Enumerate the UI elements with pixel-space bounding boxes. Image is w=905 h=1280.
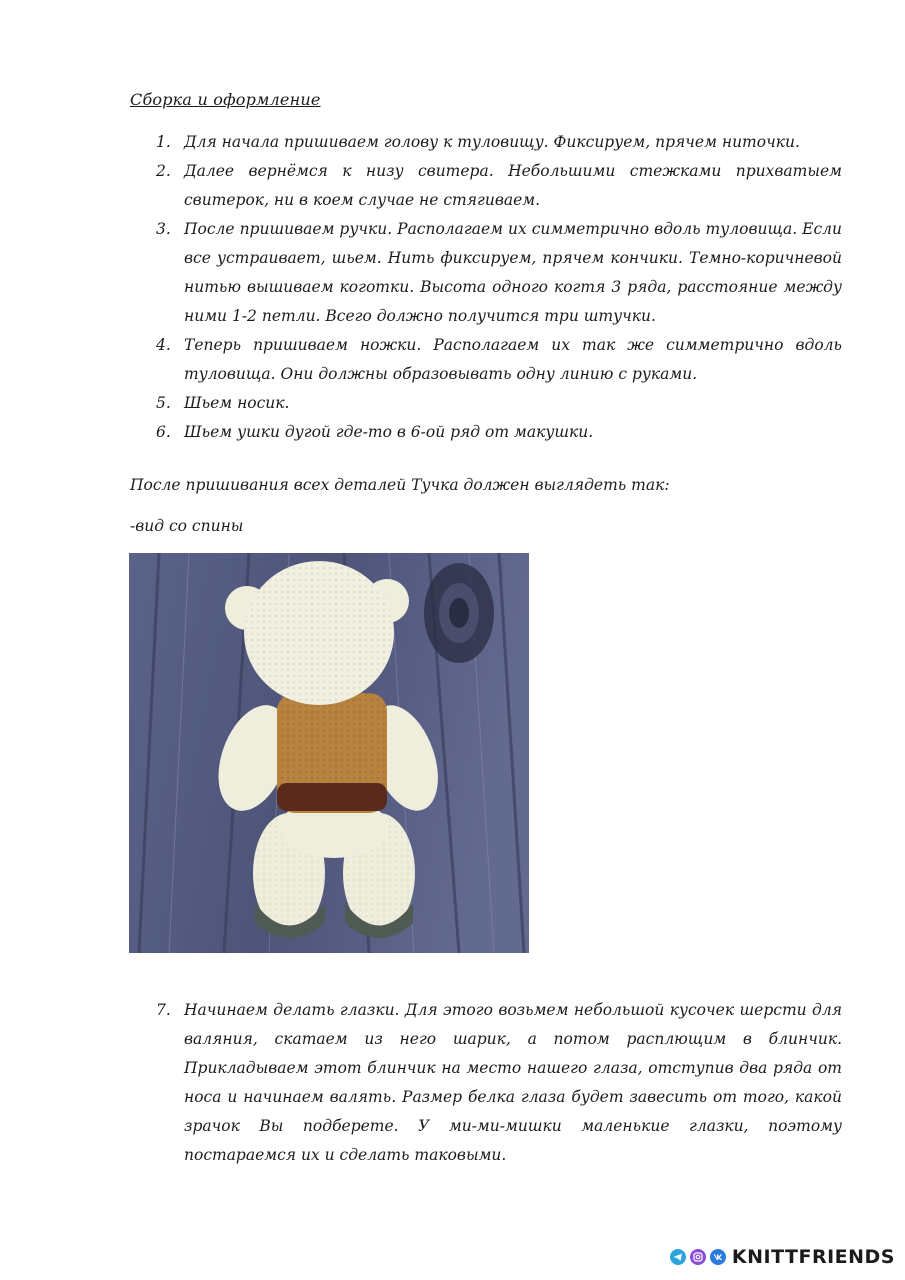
assembly-steps-list-continued [130,996,842,1170]
step-number: 2. [156,162,171,180]
list-item [130,418,842,447]
step-text: Для начала пришиваем голову к туловищу. Фиксируем, прячем ниточки. [184,133,800,151]
step-number: 4. [156,336,171,354]
brand-name: KNITTFRIENDS [731,1246,895,1268]
step-text: Теперь пришиваем ножки. Располагаем их так же симметрично вдоль туловища. Они должны образовывать одну линию с руками. [184,336,842,383]
vk-icon [710,1249,726,1265]
step-number: 3. [156,220,171,238]
after-assembly-text: После пришивания всех деталей Тучка должен выглядеть так: [130,476,670,494]
section-heading: Сборка и оформление [130,90,321,109]
step-text: Шьем носик. [184,394,290,412]
step-number: 6. [156,423,171,441]
step-text: Шьем ушки дугой где-то в 6-ой ряд от макушки. [184,423,594,441]
step-number: 1. [156,133,171,151]
bear-back-view-photo [129,553,529,953]
step-text: Начинаем делать глазки. Для этого возьмем небольшой кусочек шерсти для валяния, скатаем из него шарик, а потом расплющим в блинчик. Прикладываем этот блинчик на место нашего глаза, отступив два ряда от носа и начинаем валять. Размер белка глаза будет завесить от того, какой зрачок Вы подберете. У ми-ми-мишки маленькие глазки, поэтому постараемся их и сделать таковыми. [184,1001,842,1164]
assembly-steps-list [130,128,842,447]
step-text: После пришиваем ручки. Располагаем их симметрично вдоль туловища. Если все устраивает, шьем. Нить фиксируем, прячем кончики. Темно-коричневой нитью вышиваем коготки. Высота одного когтя 3 ряда, расстояние между ними 1-2 петли. Всего должно получится три штучки. [184,220,842,325]
list-item [130,389,842,418]
telegram-icon [670,1249,686,1265]
list-item [130,215,842,331]
instagram-icon [690,1249,706,1265]
step-text: Далее вернёмся к низу свитера. Небольшими стежками прихватыем свитерок, ни в коем случае не стягиваем. [184,162,842,209]
list-item [130,157,842,215]
step-number: 5. [156,394,171,412]
back-view-label: -вид со спины [130,517,244,535]
list-item [130,996,842,1170]
list-item [130,331,842,389]
brand-watermark [670,1246,895,1268]
list-item [130,128,842,157]
step-number: 7. [156,1001,171,1019]
